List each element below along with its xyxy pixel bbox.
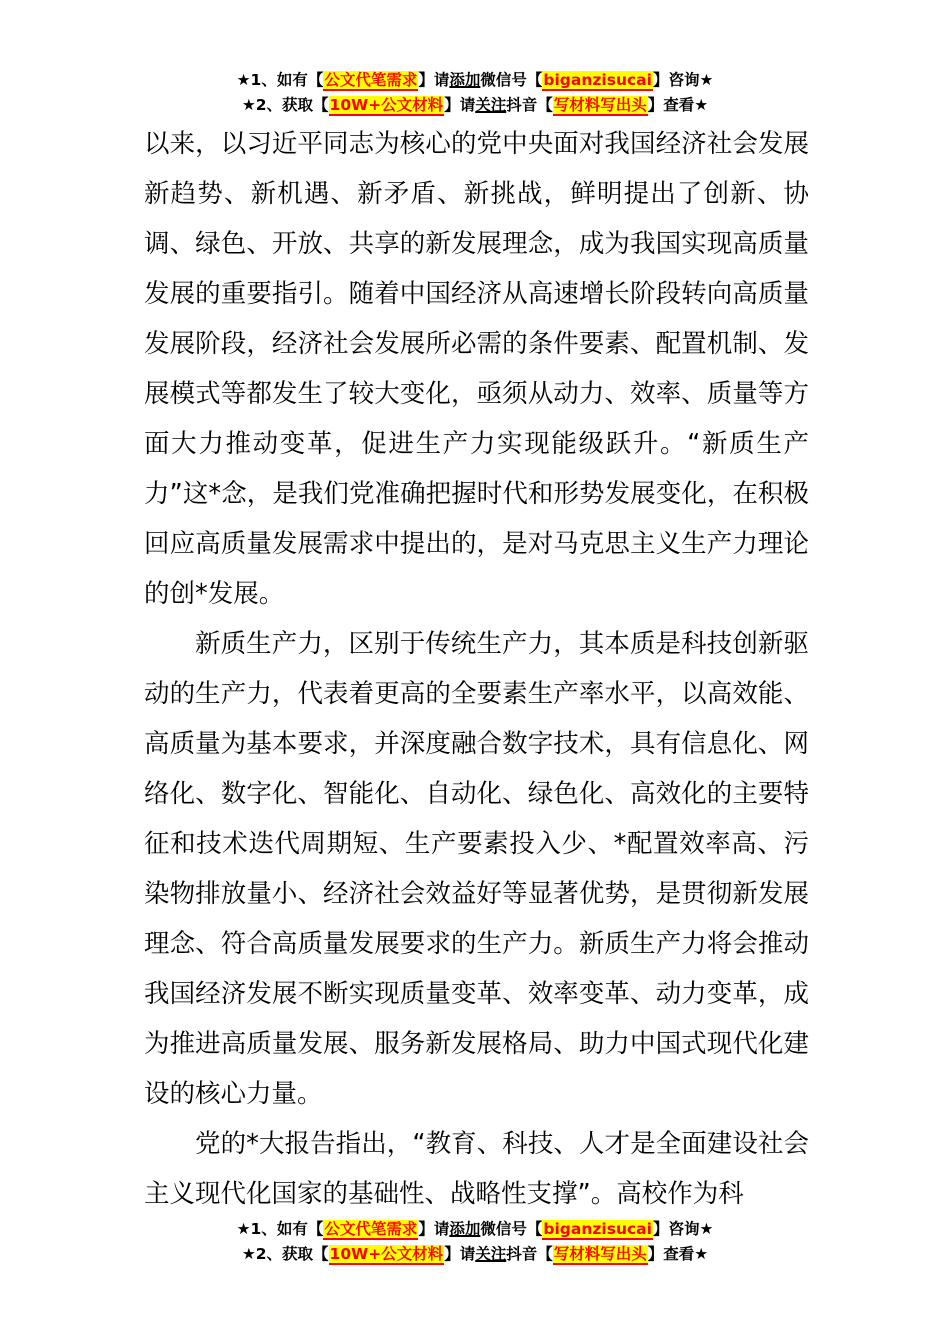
header-banner xyxy=(0,68,950,118)
douyin-account-highlight: 写材料写出头 xyxy=(553,96,647,114)
paragraph-1: 以来，以习近平同志为核心的党中央面对我国经济社会发展新趋势、新机遇、新矛盾、新挑战，鲜明提出了创新、协调、绿色、开放、共享的新发展理念，成为我国实现高质量发展的重要指引。随着中国经济从高速增长阶段转向高质量发展阶段，经济社会发展所必需的条件要素、配置机制、发展模式等都发生了较大变化，亟须从动力、效率、质量等方面大力推动变革，促进生产力实现能级跃升。“新质生产力”这*念，是我们党准确把握时代和形势发展变化，在积极回应高质量发展需求中提出的，是对马克思主义生产力理论的创*发展。 xyxy=(144,129,809,609)
footer-banner-line-1: ★1、如有【公文代笔需求】请添加微信号【biganzisucai】咨询★ xyxy=(236,1220,714,1238)
service-highlight: 公文代笔需求 xyxy=(324,1220,418,1238)
wechat-id-highlight: biganzisucai xyxy=(543,1220,652,1238)
douyin-account-highlight: 写材料写出头 xyxy=(553,1245,647,1263)
materials-highlight: 10W+公文材料 xyxy=(329,1245,444,1263)
footer-banner-line-2: ★2、获取【10W+公文材料】请关注抖音【写材料写出头】查看★ xyxy=(241,1245,709,1263)
wechat-id-highlight: biganzisucai xyxy=(543,71,652,89)
paragraph-3: 党的*大报告指出，“教育、科技、人才是全面建设社会主义现代化国家的基础性、战略性支撑”。高校作为科 xyxy=(144,1129,809,1209)
document-body xyxy=(144,119,809,1219)
footer-banner xyxy=(0,1217,950,1267)
header-banner-line-1: ★1、如有【公文代笔需求】请添加微信号【biganzisucai】咨询★ xyxy=(236,71,714,89)
materials-highlight: 10W+公文材料 xyxy=(329,96,444,114)
header-banner-line-2: ★2、获取【10W+公文材料】请关注抖音【写材料写出头】查看★ xyxy=(241,96,709,114)
service-highlight: 公文代笔需求 xyxy=(324,71,418,89)
paragraph-2: 新质生产力，区别于传统生产力，其本质是科技创新驱动的生产力，代表着更高的全要素生产率水平，以高效能、高质量为基本要求，并深度融合数字技术，具有信息化、网络化、数字化、智能化、自动化、绿色化、高效化的主要特征和技术迭代周期短、生产要素投入少、*配置效率高、污染物排放量小、经济社会效益好等显著优势，是贯彻新发展理念、符合高质量发展要求的生产力。新质生产力将会推动我国经济发展不断实现质量变革、效率变革、动力变革，成为推进高质量发展、服务新发展格局、助力中国式现代化建设的核心力量。 xyxy=(144,629,809,1109)
